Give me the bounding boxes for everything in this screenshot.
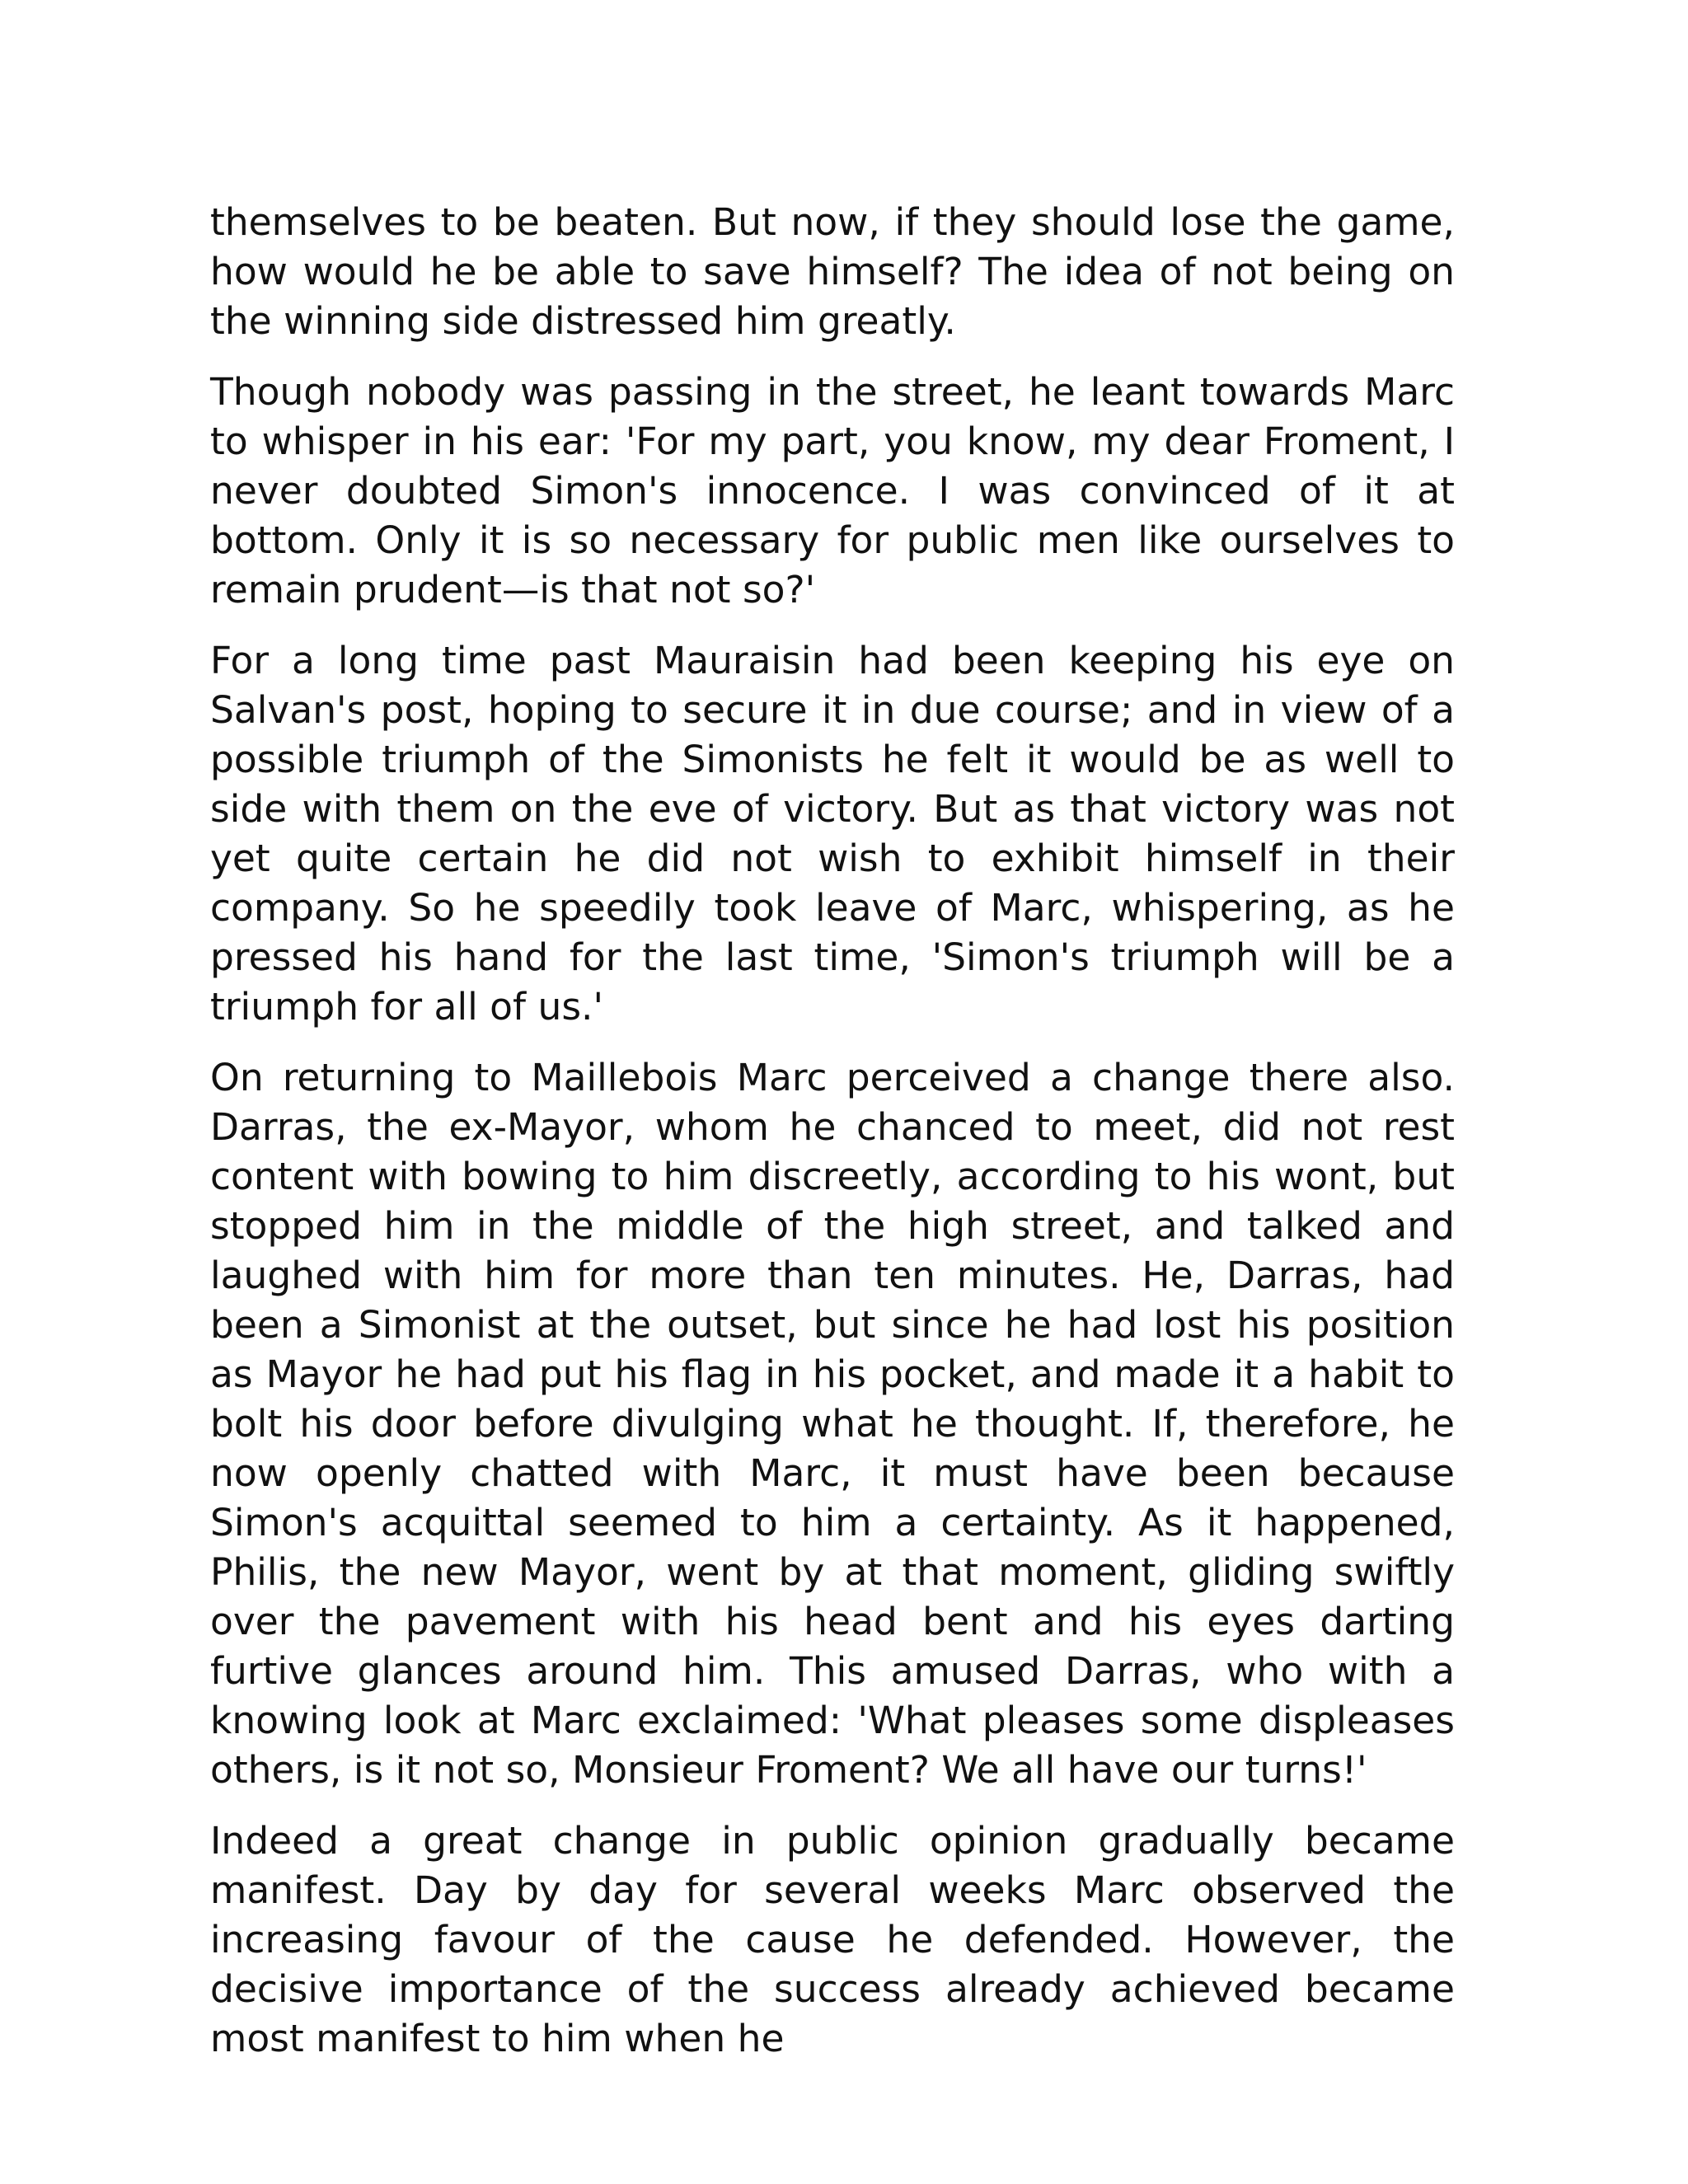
body-text xyxy=(210,198,1455,2085)
paragraph-5: Indeed a great change in public opinion gradually became manifest. Day by day for several weeks Marc observed the increasing favour of the cause he defended. However, the decisive importance of the success already achieved became most manifest to him when he xyxy=(210,1819,1455,2060)
paragraph-2: Though nobody was passing in the street, he leant towards Marc to whisper in his ear: 'For my part, you know, my dear Froment, I never doubted Simon's innocence. I was convinced of it at bottom. Only it is so necessary for public men like ourselves to remain prudent—is that not so?' xyxy=(210,370,1455,612)
paragraph-4: On returning to Maillebois Marc perceived a change there also. Darras, the ex-Mayor, whom he chanced to meet, did not rest content with bowing to him discreetly, according to his wont, but stopped him in the middle of the high street, and talked and laughed with him for more than ten minutes. He, Darras, had been a Simonist at the outset, but since he had lost his position as Mayor he had put his flag in his pocket, and made it a habit to bolt his door before divulging what he thought. If, therefore, he now openly chatted with Marc, it must have been because Simon's acquittal seemed to him a certainty. As it happened, Philis, the new Mayor, went by at that moment, gliding swiftly over the pavement with his head bent and his eyes darting furtive glances around him. This amused Darras, who with a knowing look at Marc exclaimed: 'What pleases some displeases others, is it not so, Monsieur Froment? We all have our turns!' xyxy=(210,1056,1455,1792)
paragraph-1: themselves to be beaten. But now, if they should lose the game, how would he be able to save himself? The idea of not being on the winning side distressed him greatly. xyxy=(210,200,1455,343)
paragraph-3: For a long time past Mauraisin had been keeping his eye on Salvan's post, hoping to secure it in due course; and in view of a possible triumph of the Simonists he felt it would be as well to side with them on the eve of victory. But as that victory was not yet quite certain he did not wish to exhibit himself in their company. So he speedily took leave of Marc, whispering, as he pressed his hand for the last time, 'Simon's triumph will be a triumph for all of us.' xyxy=(210,639,1455,1029)
